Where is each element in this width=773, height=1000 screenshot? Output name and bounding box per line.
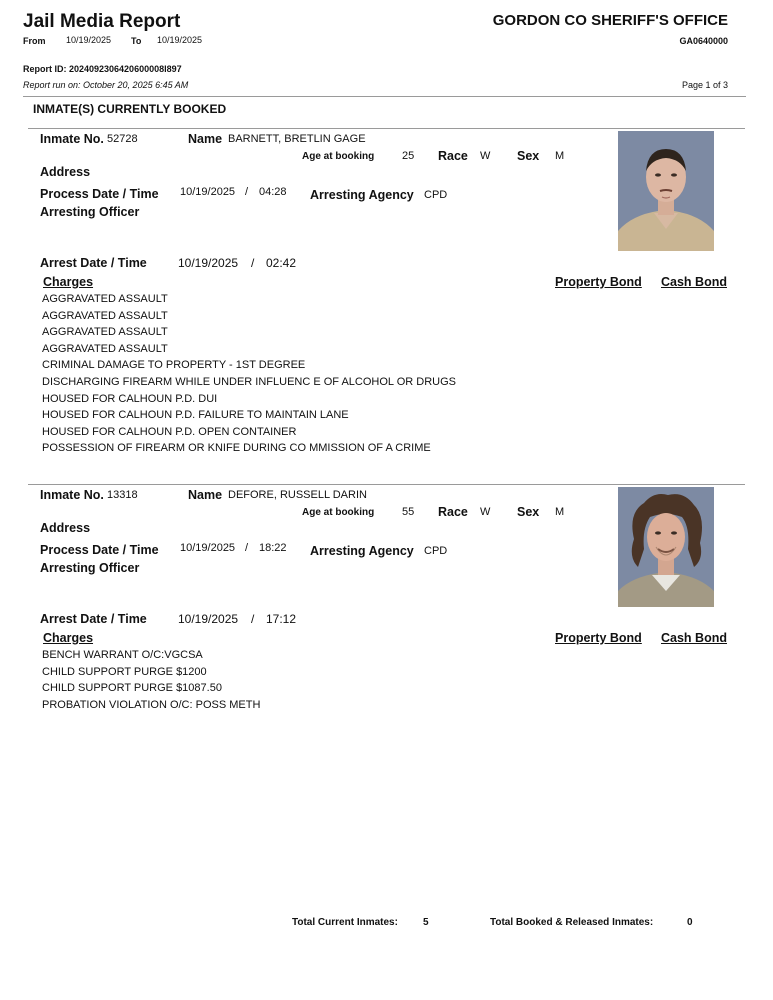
race-label: Race xyxy=(438,505,468,519)
slash: / xyxy=(245,542,249,554)
report-id: Report ID: 2024092306420600008l897 xyxy=(23,64,182,74)
age-value: 25 xyxy=(402,150,415,162)
arrest-time: 17:12 xyxy=(266,612,297,626)
charges-list xyxy=(42,291,456,457)
process-date: 10/19/2025 xyxy=(180,186,236,198)
from-date: 10/19/2025 xyxy=(66,35,112,45)
name-value: BARNETT, BRETLIN GAGE xyxy=(228,133,366,145)
charge-item: HOUSED FOR CALHOUN P.D. FAILURE TO MAINTAIN LANE xyxy=(42,409,349,422)
process-label: Process Date / Time xyxy=(40,543,159,557)
page-number: Page 1 of 3 xyxy=(681,80,728,90)
agency-value: CPD xyxy=(424,189,448,201)
process-time: 18:22 xyxy=(259,542,287,554)
agency-label: Arresting Agency xyxy=(310,188,414,202)
charge-item: AGGRAVATED ASSAULT xyxy=(42,293,168,305)
section-title: INMATE(S) CURRENTLY BOOKED xyxy=(33,102,227,116)
header-rule xyxy=(23,96,746,97)
total-current-value: 5 xyxy=(423,917,429,928)
address-label: Address xyxy=(40,521,91,535)
charge-item: DISCHARGING FIREARM WHILE UNDER INFLUENC E OF ALCOHOL OR DRUGS xyxy=(42,375,456,388)
arrest-label: Arrest Date / Time xyxy=(40,256,147,270)
age-label: Age at booking xyxy=(302,151,375,162)
sex-value: M xyxy=(555,506,565,518)
property-bond-label: Property Bond xyxy=(555,275,642,289)
process-label: Process Date / Time xyxy=(40,187,159,201)
arrest-time: 02:42 xyxy=(266,256,297,270)
slash: / xyxy=(245,186,249,198)
process-time: 04:28 xyxy=(259,186,287,198)
sex-value: M xyxy=(555,150,565,162)
charge-item: HOUSED FOR CALHOUN P.D. OPEN CONTAINER xyxy=(42,425,297,438)
cash-bond-label: Cash Bond xyxy=(661,275,727,289)
property-bond-label: Property Bond xyxy=(555,631,642,645)
race-value: W xyxy=(480,506,491,518)
agency-value: CPD xyxy=(424,545,448,557)
to-label: To xyxy=(131,36,142,46)
race-label: Race xyxy=(438,149,468,163)
agency-name: GORDON CO SHERIFF'S OFFICE xyxy=(492,12,728,29)
total-current-label: Total Current Inmates: xyxy=(292,917,398,928)
from-label: From xyxy=(23,36,46,46)
inmate-no-value: 52728 xyxy=(107,133,138,145)
charge-item: CHILD SUPPORT PURGE $1200 xyxy=(42,665,207,678)
report-title: Jail Media Report xyxy=(23,11,181,32)
officer-label: Arresting Officer xyxy=(40,205,140,219)
charge-item: HOUSED FOR CALHOUN P.D. DUI xyxy=(42,392,218,405)
inmate-no-label: Inmate No. xyxy=(40,132,104,146)
inmate-no-value: 13318 xyxy=(107,489,138,501)
total-released-value: 0 xyxy=(687,917,693,928)
officer-label: Arresting Officer xyxy=(40,561,140,575)
arrest-label: Arrest Date / Time xyxy=(40,612,147,626)
race-value: W xyxy=(480,150,491,162)
sex-label: Sex xyxy=(517,149,540,163)
mugshot-image xyxy=(618,487,714,607)
record-divider xyxy=(28,484,745,485)
charge-item: AGGRAVATED ASSAULT xyxy=(42,309,168,322)
inmate-no-label: Inmate No. xyxy=(40,488,104,502)
arrest-date: 10/19/2025 xyxy=(178,256,239,270)
age-value: 55 xyxy=(402,506,415,518)
report-run-on: Report run on: October 20, 2025 6:45 AM xyxy=(23,80,189,90)
charge-item: AGGRAVATED ASSAULT xyxy=(42,326,168,339)
slash: / xyxy=(251,256,255,270)
process-date: 10/19/2025 xyxy=(180,542,236,554)
total-released-label: Total Booked & Released Inmates: xyxy=(490,917,654,928)
slash: / xyxy=(251,612,255,626)
to-date: 10/19/2025 xyxy=(157,35,203,45)
charges-label: Charges xyxy=(43,631,94,645)
charge-item: AGGRAVATED ASSAULT xyxy=(42,342,168,355)
sex-label: Sex xyxy=(517,505,540,519)
mugshot-image xyxy=(618,131,714,251)
charges-list xyxy=(42,647,260,713)
charge-item: BENCH WARRANT O/C:VGCSA xyxy=(42,649,203,661)
charges-label: Charges xyxy=(43,275,94,289)
arrest-date: 10/19/2025 xyxy=(178,612,239,626)
name-value: DEFORE, RUSSELL DARIN xyxy=(228,489,367,501)
section-rule xyxy=(28,128,745,129)
agency-label: Arresting Agency xyxy=(310,544,414,558)
name-label: Name xyxy=(188,132,223,146)
agency-code: GA0640000 xyxy=(679,36,728,46)
charge-item: CRIMINAL DAMAGE TO PROPERTY - 1ST DEGREE xyxy=(42,359,306,372)
address-label: Address xyxy=(40,165,91,179)
age-label: Age at booking xyxy=(302,507,375,518)
charge-item: PROBATION VIOLATION O/C: POSS METH xyxy=(42,698,261,711)
name-label: Name xyxy=(188,488,223,502)
charge-item: CHILD SUPPORT PURGE $1087.50 xyxy=(42,682,222,695)
cash-bond-label: Cash Bond xyxy=(661,631,727,645)
charge-item: POSSESSION OF FIREARM OR KNIFE DURING CO MMISSION OF A CRIME xyxy=(42,442,431,455)
